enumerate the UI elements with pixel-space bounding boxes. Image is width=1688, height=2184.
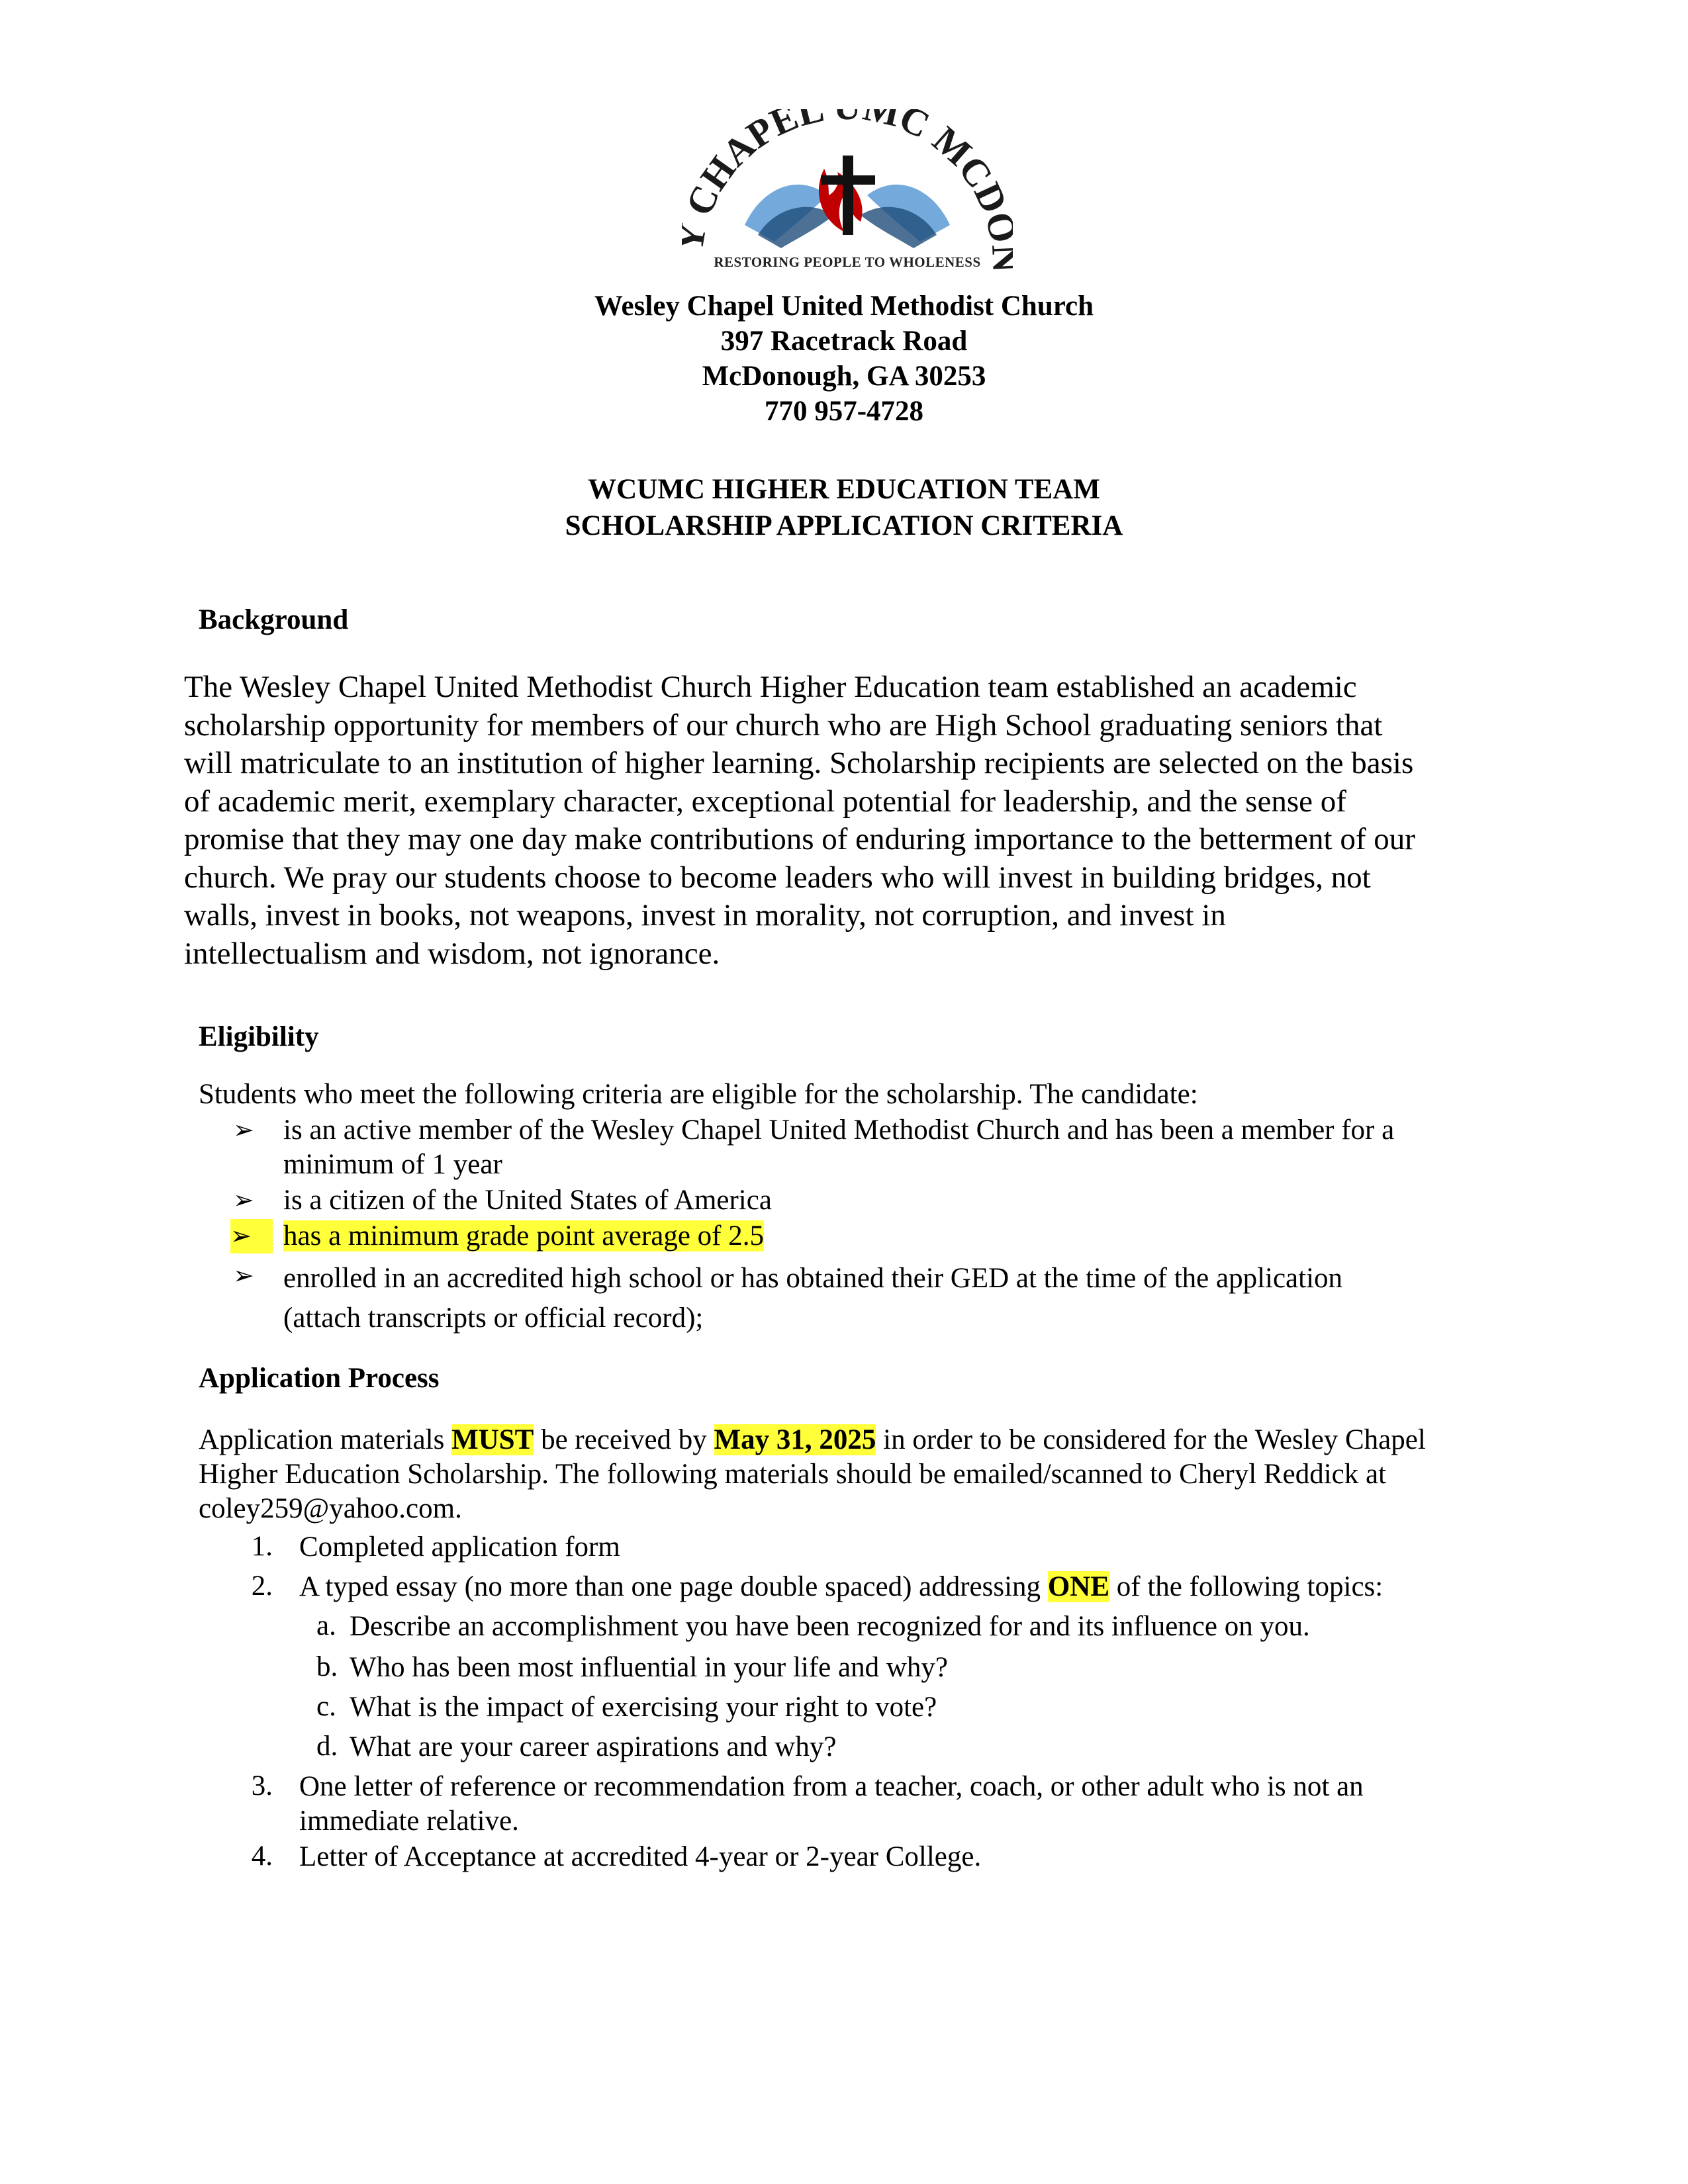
gpa-value: 2.5 xyxy=(728,1220,765,1251)
background-line: will matriculate to an institution of higher learning. Scholarship recipients are selected on the basis xyxy=(184,746,1414,780)
background-line: scholarship opportunity for members of our church who are High School graduating seniors that xyxy=(184,707,1383,743)
phone-number: 770 957-4728 xyxy=(764,396,924,427)
list-item: Letter of Acceptance at accredited 4-year or 2-year College. xyxy=(299,1841,982,1872)
arrow-bullet-icon: ➢ xyxy=(230,1219,273,1253)
application-paragraph xyxy=(199,1423,1523,1526)
background-line: of academic merit, exemplary character, exceptional potential for leadership, and the sense of xyxy=(184,784,1346,819)
deadline-date: May 31, 2025 xyxy=(714,1424,876,1455)
background-line: The Wesley Chapel United Methodist Church Higher Education team established an academic xyxy=(184,670,1357,704)
bullet-text-line: is an active member of the Wesley Chapel United Methodist Church and has been a member for a xyxy=(283,1115,1395,1146)
list-item: Completed application form xyxy=(299,1531,620,1563)
essay-topic: Describe an accomplishment you have been recognized for and its influence on you. xyxy=(350,1611,1310,1642)
one-emphasis: ONE xyxy=(1047,1571,1109,1602)
background-line: walls, invest in books, not weapons, invest in morality, not corruption, and invest in xyxy=(184,898,1226,933)
background-line: promise that they may one day make contributions of enduring importance to the betterment of our xyxy=(184,822,1415,856)
city-state-zip: McDonough, GA 30253 xyxy=(702,361,986,392)
eligibility-intro: Students who meet the following criteria are eligible for the scholarship. The candidate: xyxy=(199,1079,1198,1110)
arrow-bullet-icon: ➢ xyxy=(233,1187,254,1214)
street-address: 397 Racetrack Road xyxy=(720,326,968,357)
title-line-1: WCUMC HIGHER EDUCATION TEAM xyxy=(588,474,1100,505)
background-line: intellectualism and wisdom, not ignorance. xyxy=(184,936,720,971)
application-line: Higher Education Scholarship. The following materials should be emailed/scanned to Cheryl Reddick at xyxy=(199,1459,1387,1490)
contact-email: coley259@yahoo.com. xyxy=(199,1493,462,1524)
bullet-text-line: (attach transcripts or official record); xyxy=(283,1302,704,1334)
essay-topic: What are your career aspirations and why? xyxy=(350,1731,837,1762)
background-line: church. We pray our students choose to become leaders who will invest in building bridges, not xyxy=(184,860,1371,895)
arrow-bullet-icon: ➢ xyxy=(233,1262,254,1290)
logo-arc-text: CHAPEL MC MCD xyxy=(682,109,1013,222)
bullet-text-line: is a citizen of the United States of America xyxy=(283,1185,772,1216)
list-item: A typed essay (no more than one page double spaced) addressing ONE of the following topics: xyxy=(299,1571,1383,1602)
background-paragraph xyxy=(184,668,1415,973)
title-line-2: SCHOLARSHIP APPLICATION CRITERIA xyxy=(565,510,1123,541)
document-page: CHAPEL MC MCD RESTORING PEOPLE TO WHOLENESS Wesley Chapel United Methodist Church 397 Racetrack Road McDonough, GA 30253 770 957-4728 WCUMC HIGHER EDUCATION TEAM SCHOLARSHIP APPLICATION CRITERIA Background The Wesley Chapel United Methodist Church Higher Education team established an academic scholarship opportunity for members of our church who are High School graduating seniors that will matriculate to an institution of higher learning. Scholarship recipients are selected on the basis of academic merit, exemplary character, exceptional potential for leadership, and the sense of promise that they may one day make contributions of enduring importance to the betterment of our church. We pray our students choose to become leaders who will invest in building bridges, not walls, invest in books, not weapons, invest in morality, not corruption, and invest in intellectualism and wisdom, not ignorance. Eligibility Students who meet the following criteria are eligible for the scholarship. The candidate: ➢ is an active member of the Wesley Chapel United Methodist Church and has been a member for a minimum of 1 year ➢ is a citizen of the United States of America ➢ has a minimum grade point average of 2.5 ➢ enrolled in an accredited high school or has obtained their GED at the time of the application (attach transcripts or official record); Application Process Application materials MUST be received by May 31, 2025 in order to be considered for the Wesley Chapel Higher Education Scholarship. The following materials should be emailed/scanned to Cheryl Reddick at coley259@yahoo.com. 1. Completed application form 2. A typed essay (no more than one page double spaced) addressing ONE of the following topics: a. Describe an accomplishment you have been recognized for and its influence on you. b. Who has been most influential in your life and why? c. What is the impact of exercising your right to vote? d. What are your career aspirations and why? 3. One letter of reference or recommendation from a teacher, coach, or other adult who is not an immediate relative. 4. Letter of Acceptance at accredited 4-year or 2-year College. xyxy=(0,0,1688,2184)
document-title xyxy=(0,471,1688,544)
bullet-text-line: minimum of 1 year xyxy=(283,1149,502,1180)
list-item: One letter of reference or recommendation from a teacher, coach, or other adult who is not an immediate relative. xyxy=(299,1771,1364,1837)
church-address xyxy=(0,289,1688,429)
must-emphasis: MUST xyxy=(451,1424,534,1455)
bullet-text-line: enrolled in an accredited high school or has obtained their GED at the time of the application xyxy=(283,1263,1343,1294)
application-line: Application materials MUST be received by May 31, 2025 in order to be considered for the Wesley Chapel xyxy=(199,1424,1426,1455)
application-heading: Application Process xyxy=(199,1363,440,1394)
arrow-bullet-icon: ➢ xyxy=(233,1116,254,1144)
essay-topic: Who has been most influential in your life and why? xyxy=(350,1652,948,1683)
background-heading: Background xyxy=(199,604,349,635)
eligibility-heading: Eligibility xyxy=(199,1021,319,1052)
church-name: Wesley Chapel United Methodist Church xyxy=(594,291,1094,322)
logo-tagline: RESTORING PEOPLE TO WHOLENESS xyxy=(714,254,981,270)
church-logo xyxy=(682,109,1013,278)
essay-topic: What is the impact of exercising your right to vote? xyxy=(350,1692,937,1723)
bullet-text-line: has a minimum grade point average of 2.5 xyxy=(283,1220,765,1251)
